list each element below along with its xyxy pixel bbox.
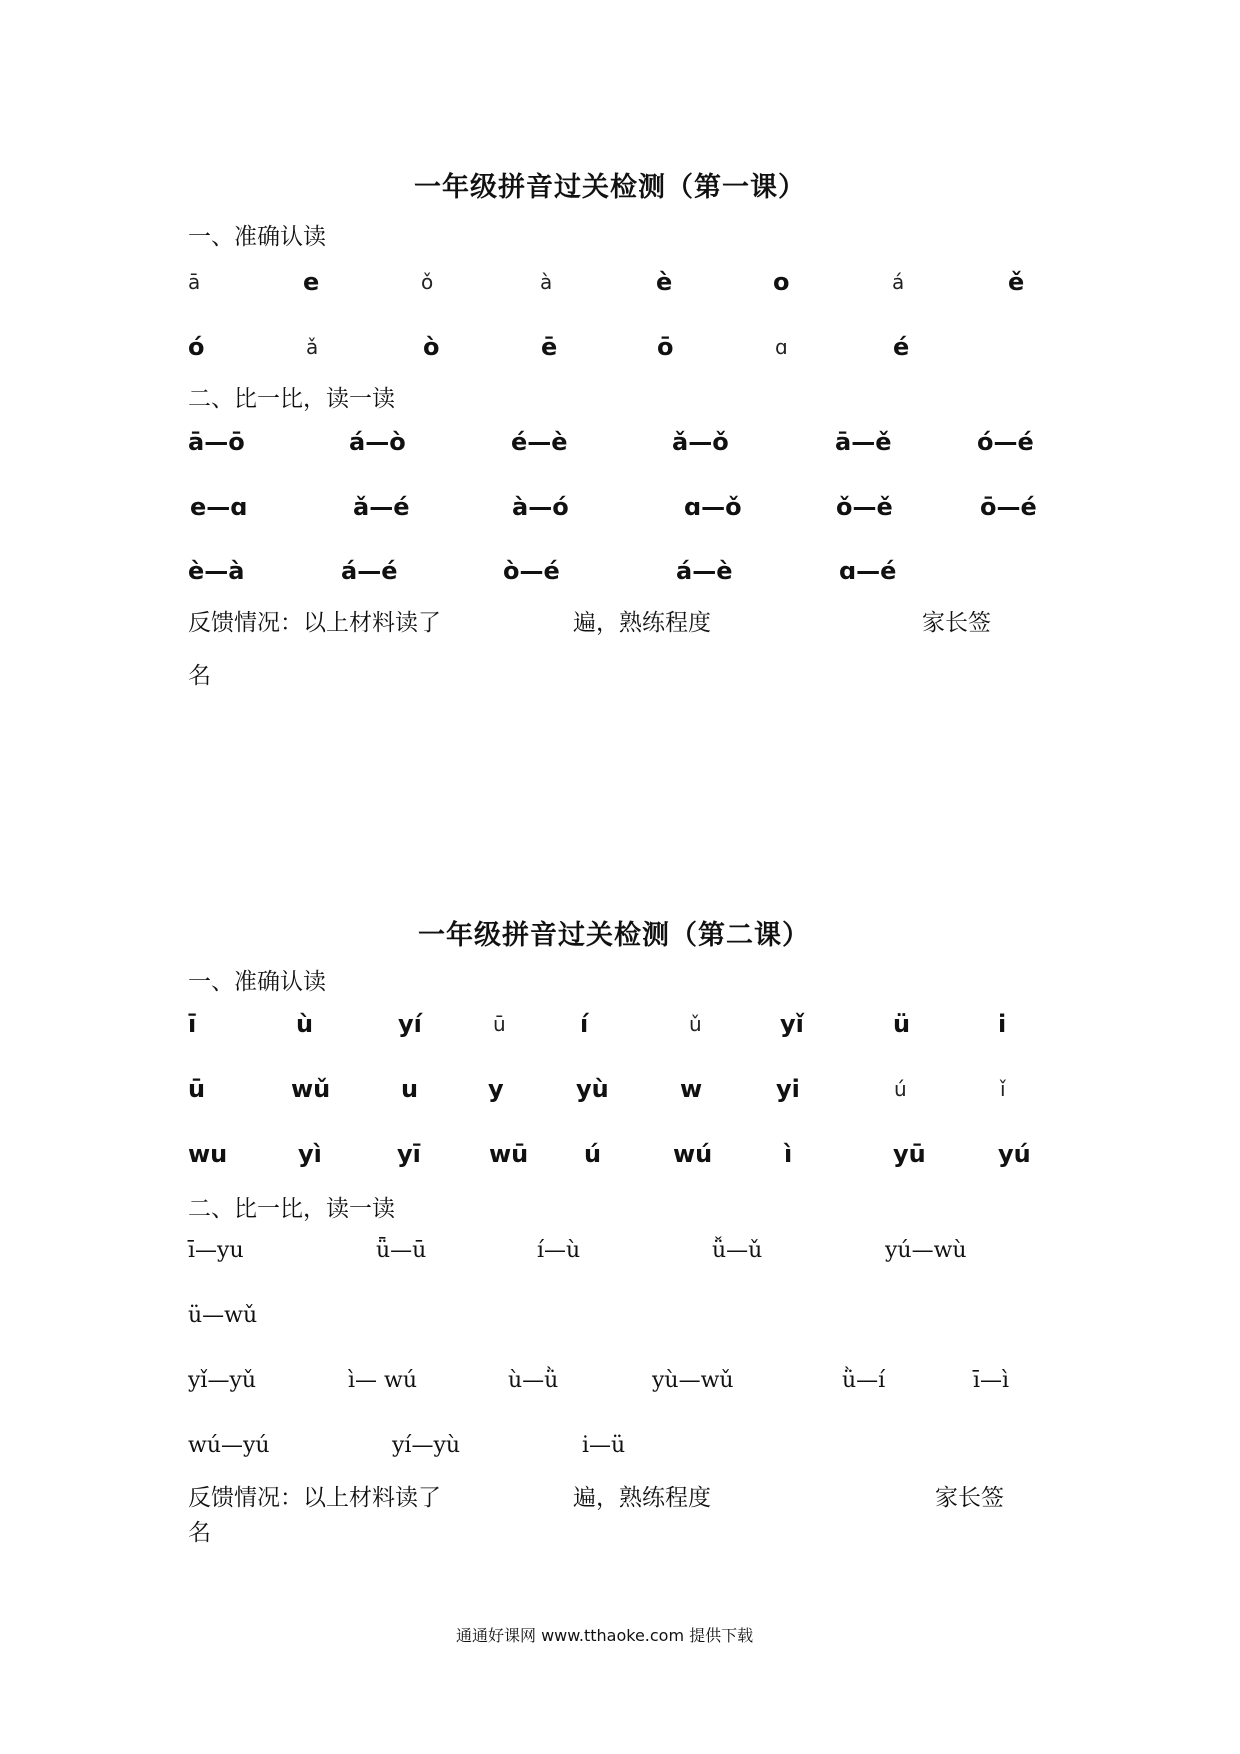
pinyin-item: yù [576, 1075, 609, 1103]
pinyin-item: ě [1008, 268, 1025, 296]
pinyin-item: í [580, 1010, 589, 1038]
pinyin-item: ō [657, 333, 674, 361]
parent-signature-label: 名 [188, 663, 211, 689]
pinyin-item: wu [188, 1140, 228, 1168]
pinyin-compare: ù—ǜ [508, 1368, 559, 1393]
pinyin-item: yī [397, 1140, 421, 1168]
pinyin-compare: á—è [676, 557, 733, 585]
pinyin-item: ǐ [1000, 1077, 1006, 1101]
pinyin-compare: yú—wù [885, 1238, 967, 1263]
pinyin-item: yi [776, 1075, 800, 1103]
pinyin-item: ī [188, 1010, 197, 1038]
parent-signature-label: 家长签 [922, 610, 991, 636]
feedback-text: 遍，熟练程度 [573, 610, 711, 636]
pinyin-item: à [540, 270, 553, 294]
pinyin-compare: yù—wǔ [652, 1368, 734, 1393]
lesson2-section1-heading: 一、准确认读 [188, 969, 326, 995]
pinyin-compare: á—ò [349, 428, 406, 456]
pinyin-item: w [680, 1075, 703, 1103]
pinyin-compare: ì— wú [348, 1368, 418, 1393]
parent-signature-label: 名 [188, 1520, 211, 1546]
pinyin-compare: ɑ—é [839, 557, 897, 585]
pinyin-compare: ɑ—ǒ [684, 493, 742, 521]
pinyin-item: é [893, 333, 910, 361]
pinyin-item: ǎ [306, 335, 319, 359]
pinyin-item: ü [893, 1010, 911, 1038]
pinyin-compare: ǖ—ū [376, 1238, 427, 1263]
pinyin-compare: ī—ì [973, 1368, 1010, 1393]
pinyin-item: ɑ [775, 335, 788, 359]
lesson1-title: 一年级拼音过关检测（第一课） [414, 172, 806, 203]
pinyin-item: è [656, 268, 673, 296]
pinyin-item: ū [188, 1075, 206, 1103]
pinyin-item: ǒ [421, 270, 434, 294]
pinyin-compare: e—ɑ [190, 493, 248, 521]
pinyin-compare: ā—ě [835, 428, 892, 456]
lesson1-section2-heading: 二、比一比，读一读 [188, 386, 395, 412]
pinyin-compare: ü—wǔ [188, 1303, 258, 1328]
pinyin-compare: yí—yù [392, 1433, 461, 1458]
pinyin-compare: wú—yú [188, 1433, 270, 1458]
pinyin-item: yū [893, 1140, 926, 1168]
pinyin-compare: è—à [188, 557, 245, 585]
pinyin-compare: ǎ—é [353, 493, 410, 521]
lesson1-section1-heading: 一、准确认读 [188, 224, 326, 250]
feedback-text: 反馈情况：以上材料读了 [188, 610, 441, 636]
pinyin-compare: ǚ—ǔ [712, 1238, 763, 1263]
feedback-text: 遍，熟练程度 [573, 1485, 711, 1511]
pinyin-compare: ò—é [503, 557, 560, 585]
pinyin-item: ú [894, 1077, 907, 1101]
pinyin-compare: í—ù [537, 1238, 581, 1263]
pinyin-item: y [488, 1075, 504, 1103]
pinyin-compare: é—è [511, 428, 568, 456]
pinyin-item: wú [673, 1140, 713, 1168]
pinyin-item: ú [584, 1140, 602, 1168]
lesson2-title: 一年级拼音过关检测（第二课） [418, 920, 810, 951]
pinyin-compare: ǜ—í [842, 1368, 886, 1393]
pinyin-item: ā [188, 270, 201, 294]
pinyin-compare: á—é [341, 557, 398, 585]
pinyin-item: á [892, 270, 905, 294]
pinyin-item: ū [493, 1012, 506, 1036]
pinyin-item: ó [188, 333, 205, 361]
parent-signature-label: 家长签 [935, 1485, 1004, 1511]
pinyin-item: yǐ [780, 1010, 804, 1038]
pinyin-item: ǔ [689, 1012, 702, 1036]
footer-credit: 通通好课网 www.tthaoke.com 提供下载 [456, 1626, 754, 1645]
pinyin-item: wū [489, 1140, 529, 1168]
feedback-text: 反馈情况：以上材料读了 [188, 1485, 441, 1511]
pinyin-item: o [773, 268, 790, 296]
pinyin-item: ē [541, 333, 558, 361]
pinyin-item: ò [423, 333, 440, 361]
pinyin-compare: ó—é [977, 428, 1034, 456]
pinyin-compare: i—ü [582, 1433, 626, 1458]
pinyin-item: e [303, 268, 320, 296]
pinyin-item: i [998, 1010, 1007, 1038]
pinyin-compare: ī—yu [188, 1238, 244, 1263]
pinyin-item: yú [998, 1140, 1031, 1168]
pinyin-item: ù [296, 1010, 314, 1038]
pinyin-item: wǔ [291, 1075, 331, 1103]
pinyin-item: yì [298, 1140, 322, 1168]
pinyin-compare: yǐ—yǔ [188, 1368, 257, 1393]
pinyin-compare: ǒ—ě [836, 493, 893, 521]
pinyin-item: u [401, 1075, 419, 1103]
pinyin-compare: ō—é [980, 493, 1037, 521]
pinyin-item: ì [784, 1140, 793, 1168]
lesson2-section2-heading: 二、比一比，读一读 [188, 1196, 395, 1222]
pinyin-compare: à—ó [512, 493, 569, 521]
pinyin-compare: ǎ—ǒ [672, 428, 729, 456]
pinyin-item: yí [398, 1010, 422, 1038]
pinyin-compare: ā—ō [188, 428, 245, 456]
